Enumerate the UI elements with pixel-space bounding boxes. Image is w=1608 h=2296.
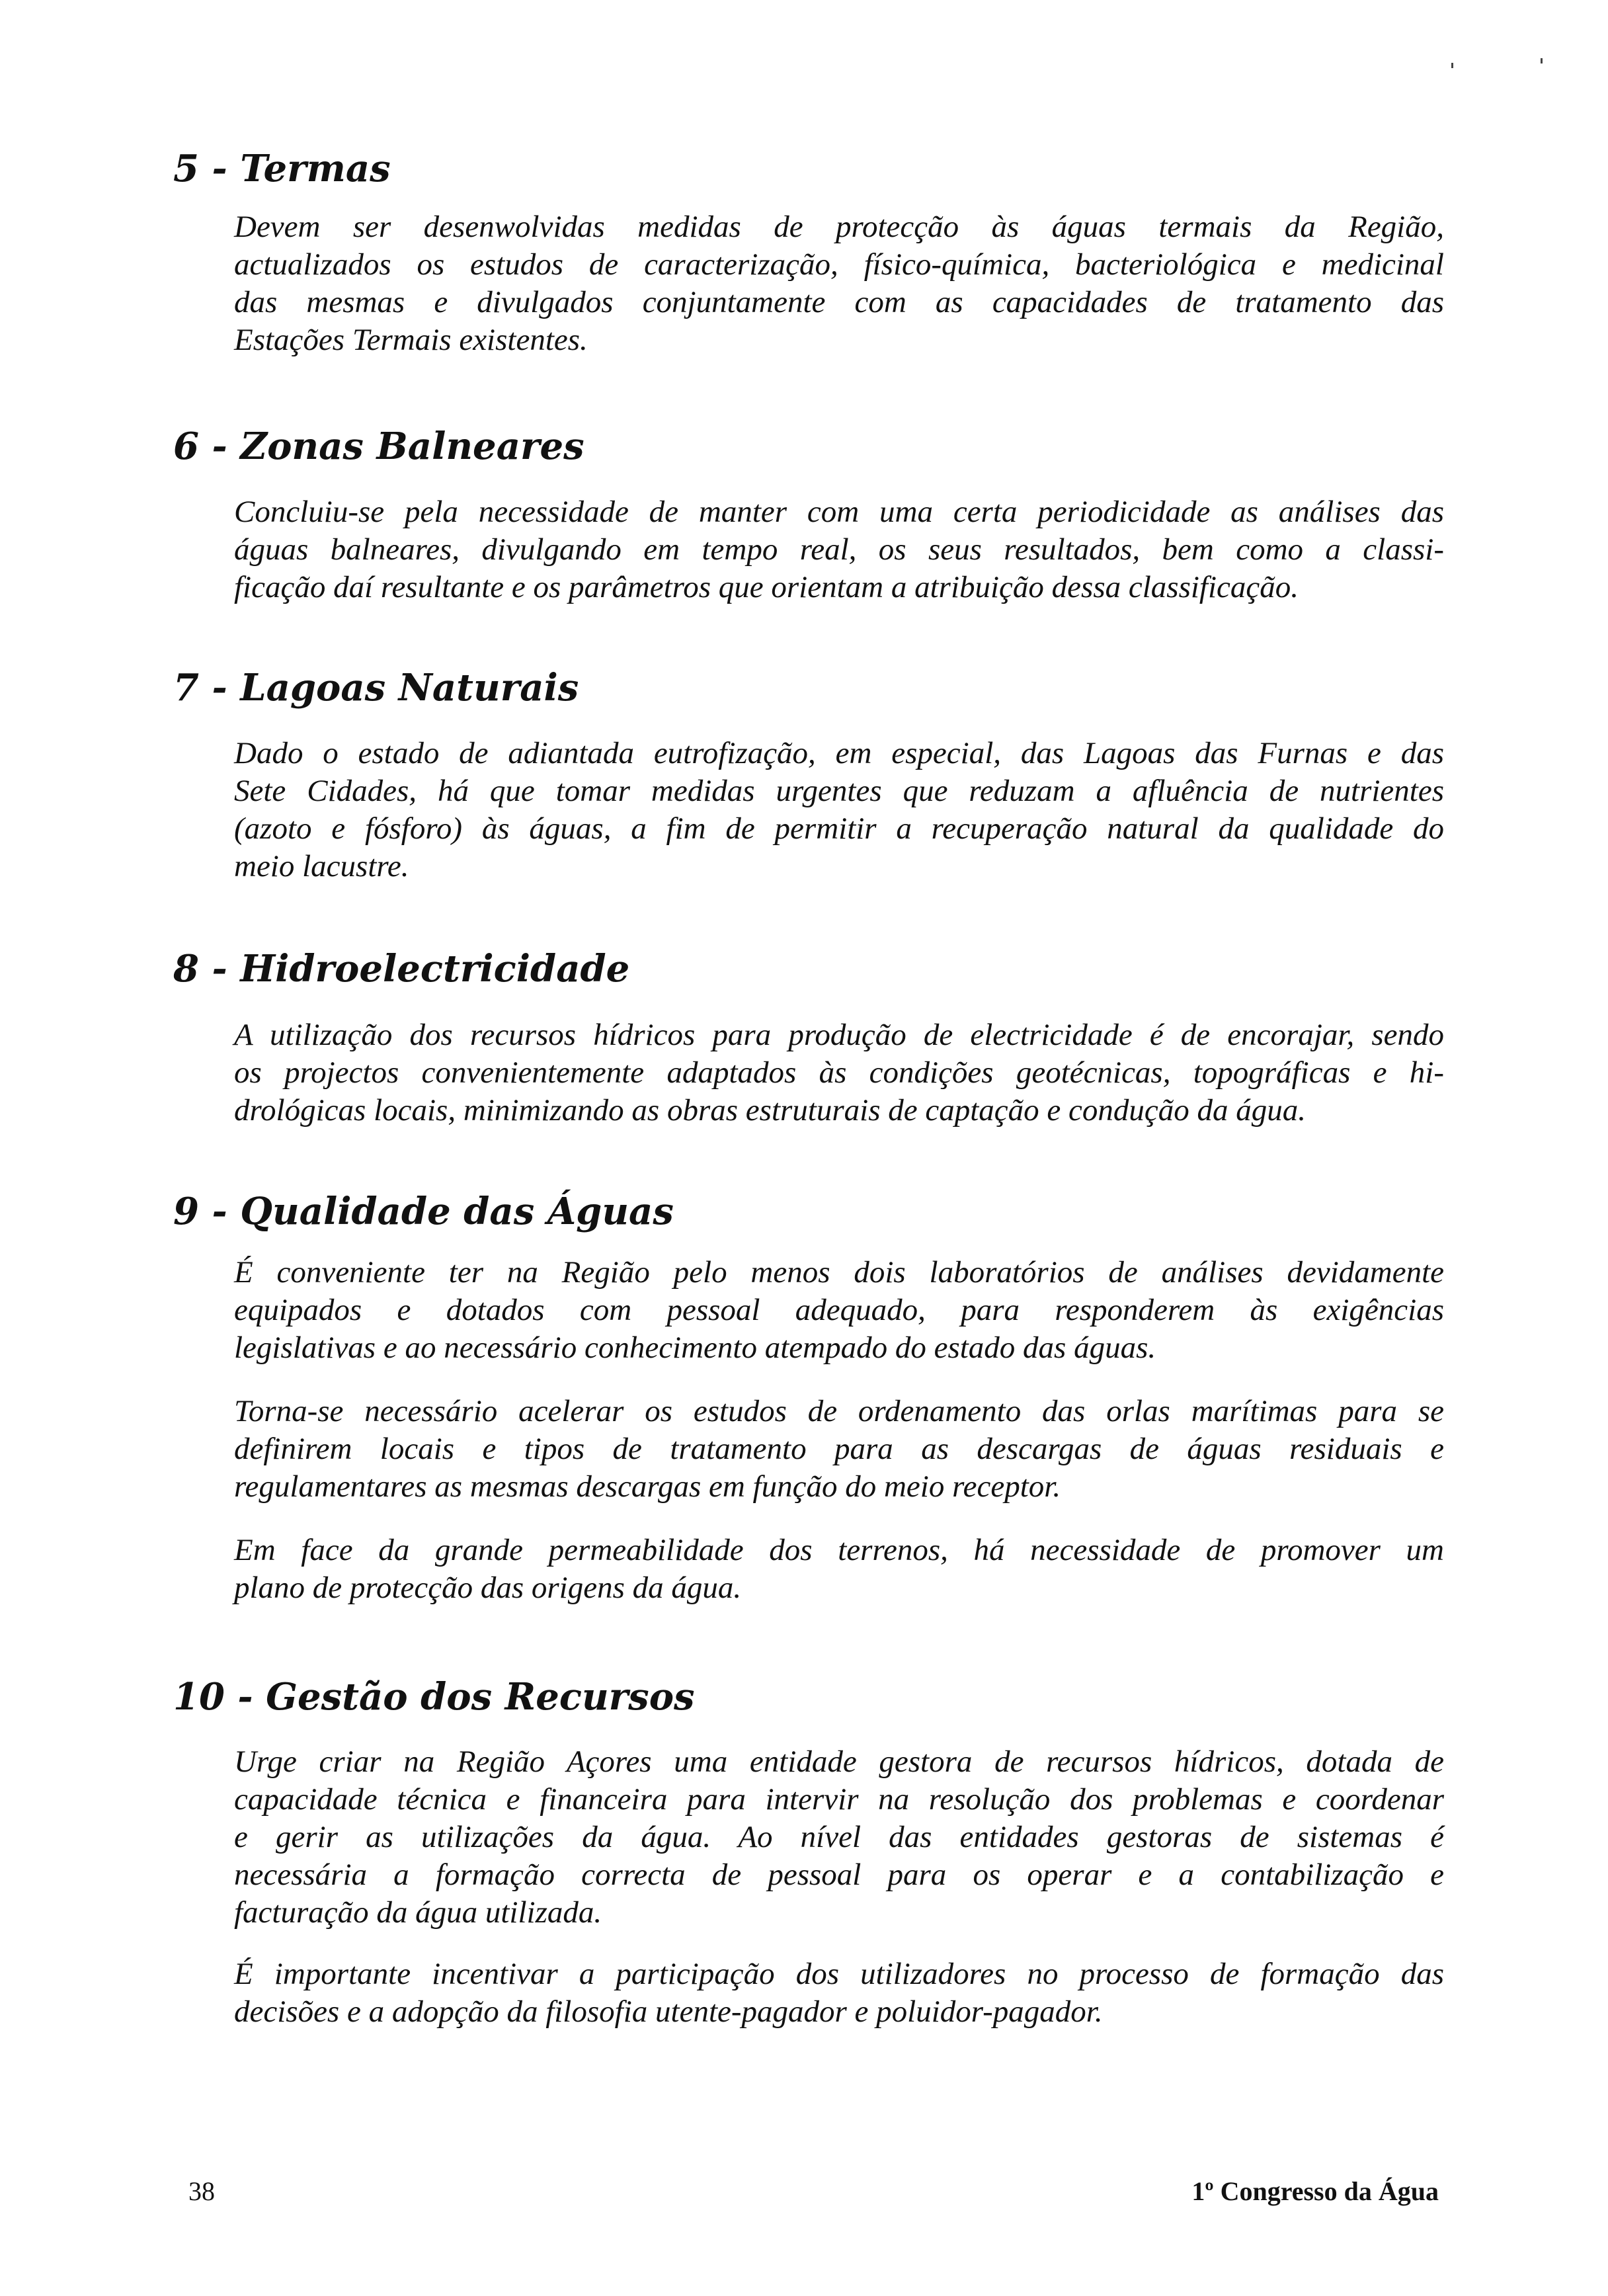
section-paragraph (234, 1016, 1444, 1129)
scan-speck (1541, 58, 1543, 63)
paragraph-line: facturação da água utilizada. (234, 1895, 602, 1930)
section-heading: 9 - Qualidade das Águas (173, 1190, 674, 1233)
paragraph-line: plano de protecção das origens da água. (234, 1571, 742, 1605)
paragraph-line: Urge criar na Região Açores uma entidade gestora de recursos hídricos, dotada de (234, 1744, 1444, 1779)
paragraph-line: Torna-se necessário acelerar os estudos de ordenamento das orlas marítimas para se (234, 1394, 1444, 1428)
section-heading: 7 - Lagoas Naturais (173, 666, 579, 710)
paragraph-line: Estações Termais existentes. (234, 323, 588, 357)
paragraph-line: Concluiu-se pela necessidade de manter com uma certa periodicidade as análises das (234, 495, 1444, 529)
paragraph-line: necessária a formação correcta de pessoal para os operar e a contabilização e (234, 1858, 1444, 1892)
section-paragraph (234, 1532, 1444, 1607)
paragraph-line: legislativas e ao necessário conhecimento atempado do estado das águas. (234, 1331, 1156, 1365)
paragraph-line: ficação daí resultante e os parâmetros que orientam a atribuição dessa classificação. (234, 570, 1299, 604)
paragraph-line: equipados e dotados com pessoal adequado, para responderem às exigências (234, 1293, 1444, 1327)
section-paragraph (234, 1955, 1444, 2031)
section-paragraph (234, 493, 1444, 606)
paragraph-line: os projectos convenientemente adaptados às condições geotécnicas, topográficas e hi- (234, 1055, 1444, 1090)
paragraph-line: É conveniente ter na Região pelo menos dois laboratórios de análises devidamente (234, 1255, 1444, 1290)
paragraph-line: É importante incentivar a participação dos utilizadores no processo de formação das (234, 1957, 1444, 1991)
paragraph-line: Em face da grande permeabilidade dos terrenos, há necessidade de promover um (234, 1533, 1444, 1567)
paragraph-line: A utilização dos recursos hídricos para produção de electricidade é de encorajar, sendo (234, 1018, 1444, 1052)
section-heading: 10 - Gestão dos Recursos (173, 1675, 695, 1719)
paragraph-line: actualizados os estudos de caracterização, físico-química, bacteriológica e medicinal (234, 247, 1444, 282)
section-paragraph (234, 1743, 1444, 1932)
paragraph-line: (azoto e fósforo) às águas, a fim de permitir a recuperação natural da qualidade do (234, 811, 1444, 846)
paragraph-line: das mesmas e divulgados conjuntamente com as capacidades de tratamento das (234, 285, 1444, 319)
section-paragraph (234, 1393, 1444, 1506)
paragraph-line: e gerir as utilizações da água. Ao nível das entidades gestoras de sistemas é (234, 1820, 1444, 1854)
publication-title: 1º Congresso da Água (1191, 2176, 1439, 2206)
section-heading: 6 - Zonas Balneares (173, 425, 584, 468)
paragraph-line: drológicas locais, minimizando as obras estruturais de captação e condução da água. (234, 1093, 1306, 1128)
section-heading: 5 - Termas (173, 147, 391, 190)
paragraph-line: decisões e a adopção da filosofia utente-pagador e poluidor-pagador. (234, 1994, 1103, 2029)
section-heading: 8 - Hidroelectricidade (173, 947, 630, 991)
paragraph-line: Devem ser desenwolvidas medidas de protecção às águas termais da Região, (234, 210, 1444, 244)
paragraph-line: capacidade técnica e financeira para intervir na resolução dos problemas e coordenar (234, 1782, 1444, 1817)
section-paragraph (234, 208, 1444, 359)
section-paragraph (234, 1254, 1444, 1367)
paragraph-line: meio lacustre. (234, 849, 409, 883)
section-paragraph (234, 735, 1444, 885)
paragraph-line: águas balneares, divulgando em tempo real, os seus resultados, bem como a classi- (234, 532, 1444, 567)
page-number: 38 (188, 2176, 215, 2206)
paragraph-line: definirem locais e tipos de tratamento para as descargas de águas residuais e (234, 1432, 1444, 1466)
paragraph-line: Sete Cidades, há que tomar medidas urgentes que reduzam a afluência de nutrientes (234, 774, 1444, 808)
paragraph-line: Dado o estado de adiantada eutrofização, em especial, das Lagoas das Furnas e das (234, 736, 1444, 770)
paragraph-line: regulamentares as mesmas descargas em função do meio receptor. (234, 1469, 1061, 1504)
scan-speck (1451, 63, 1453, 68)
